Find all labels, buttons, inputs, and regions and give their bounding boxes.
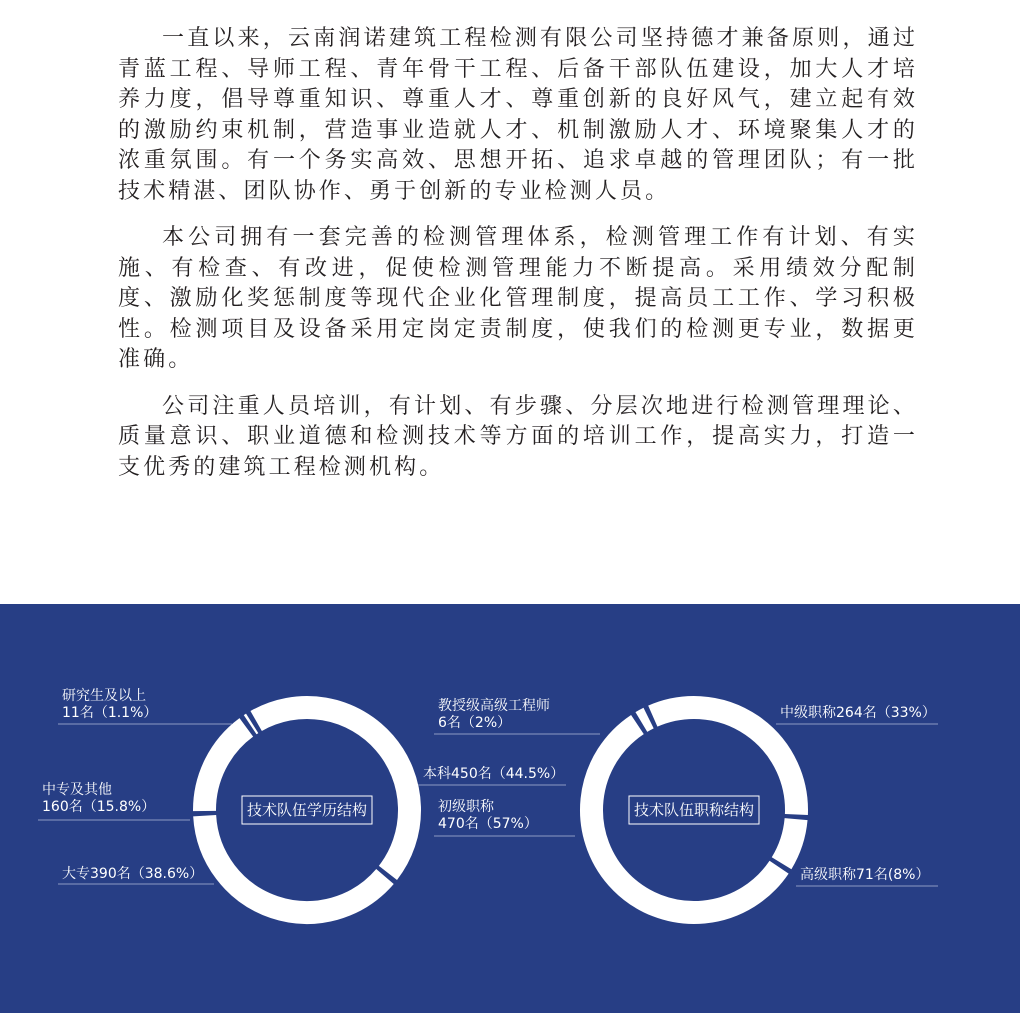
slice-2-4 [641, 718, 648, 722]
slice-label-1-1: 11名（1.1%） [62, 705, 158, 721]
chart-title: 技术队伍职称结构 [633, 801, 755, 819]
slice-2-1 [653, 707, 797, 814]
slice-1-4 [205, 727, 247, 811]
paragraph-management: 本公司拥有一套完善的检测管理体系，检测管理工作有计划、有实施、有检查、有改进，促使检测管理能力不断提高。采用绩效分配制度、激励化奖惩制度等现代企业化管理制度，提高员工工作、学习积极性。检测项目及设备采用定岗定责制度，使我们的检测更专业，数据更准确。 [118, 225, 918, 372]
slice-label-2-3: 初级职称 [438, 799, 494, 815]
slice-1-3 [205, 816, 385, 913]
slice-label-1-4: 160名（15.8%） [42, 799, 156, 815]
slice-label-1-4: 中专及其他 [42, 782, 112, 798]
slice-label-2-4: 6名（2%） [438, 715, 512, 731]
slice-label-2-2: 高级职称71名(8%） [800, 867, 930, 883]
paragraph-talent: 一直以来，云南润诺建筑工程检测有限公司坚持德才兼备原则，通过青蓝工程、导师工程、青年骨干工程、后备干部队伍建设，加大人才培养力度，倡导尊重知识、尊重人才、尊重创新的良好风气，建立起有效的激励约束机制，营造事业造就人才、机制激励人才、环境聚集人才的浓重氛围。有一个务实高效、思想开拓、追求卓越的管理团队；有一批技术精湛、团队协作、勇于创新的专业检测人员。 [118, 26, 918, 204]
slice-label-2-3: 470名（57%） [438, 816, 538, 832]
slice-label-1-1: 研究生及以上 [62, 688, 146, 704]
slice-label-2-4: 教授级高级工程师 [438, 698, 550, 714]
slice-label-1-3: 大专390名（38.6%） [62, 866, 204, 882]
slice-label-1-2: 本科450名（44.5%） [423, 766, 565, 782]
chart-panel [0, 604, 1020, 1013]
slice-label-2-1: 中级职称264名（33%） [780, 705, 936, 721]
donut-chart-2 [434, 697, 938, 913]
slice-2-2 [782, 819, 797, 863]
slice-1-2 [256, 707, 409, 872]
donut-charts [0, 604, 1020, 1013]
chart-title: 技术队伍学历结构 [246, 801, 368, 819]
intro-text [118, 24, 918, 499]
slice-1-1 [250, 723, 252, 724]
paragraph-training: 公司注重人员培训，有计划、有步骤、分层次地进行检测管理理论、质量意识、职业道德和检测技术等方面的培训工作，提高实力，打造一支优秀的建筑工程检测机构。 [118, 393, 918, 480]
